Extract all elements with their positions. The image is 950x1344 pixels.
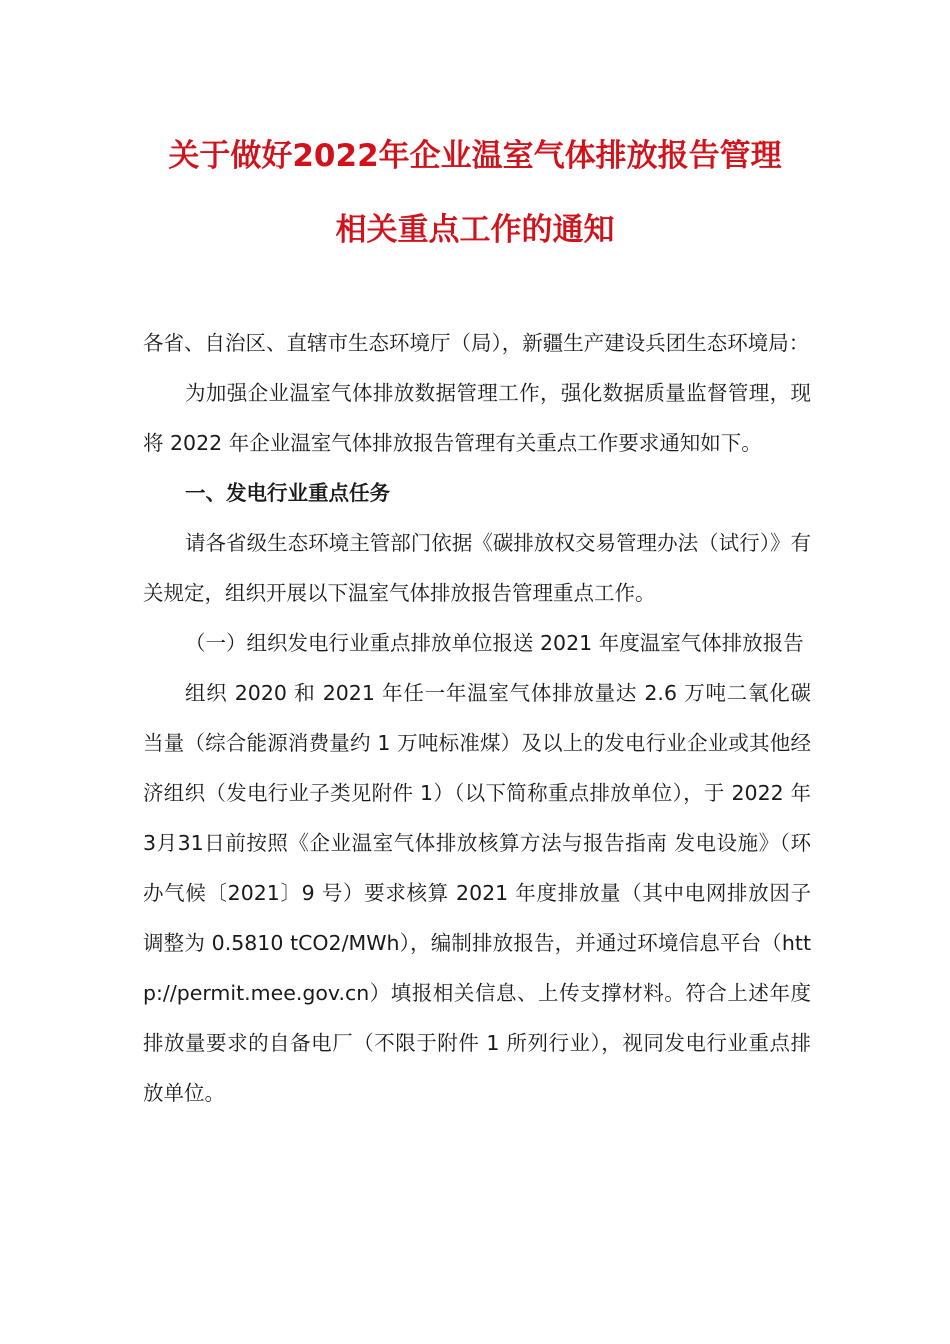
salutation-paragraph: 各省、自治区、直辖市生态环境厅（局），新疆生产建设兵团生态环境局：: [143, 331, 810, 355]
document-title-line-2: 相关重点工作的通知: [335, 212, 615, 248]
section-1-heading: 一、发电行业重点任务: [185, 481, 390, 505]
section-1-paragraph: 请各省级生态环境主管部门依据《碳排放权交易管理办法（试行）》有关规定，组织开展以下温室气体排放报告管理重点工作。: [143, 531, 811, 605]
subsection-1-heading: （一）组织发电行业重点排放单位报送 2021 年度温室气体排放报告: [185, 631, 804, 655]
subsection-1-paragraph: 组织 2020 和 2021 年任一年温室气体排放量达 2.6 万吨二氧化碳当量（综合能源消费量约 1 万吨标准煤）及以上的发电行业企业或其他经济组织（发电行业子类见附件 1）（以下简称重点排放单位），于 2022 年3月31日前按照《企业温室气体排放核算方法与报告指南 发电设施》（环办气候〔2021〕9 号）要求核算 2021 年度排放量（其中电网排放因子调整为 0.5810 tCO2/MWh），编制排放报告，并通过环境信息平台（http://permit.mee.gov.cn）填报相关信息、上传支撑材料。符合上述年度排放量要求的自备电厂（不限于附件 1 所列行业），视同发电行业重点排放单位。: [143, 681, 811, 1105]
document-body: [143, 318, 811, 1118]
intro-paragraph: 为加强企业温室气体排放数据管理工作，强化数据质量监督管理，现将 2022 年企业温室气体排放报告管理有关重点工作要求通知如下。: [143, 381, 811, 455]
document-title-line-1: 关于做好2022年企业温室气体排放报告管理: [168, 138, 782, 174]
